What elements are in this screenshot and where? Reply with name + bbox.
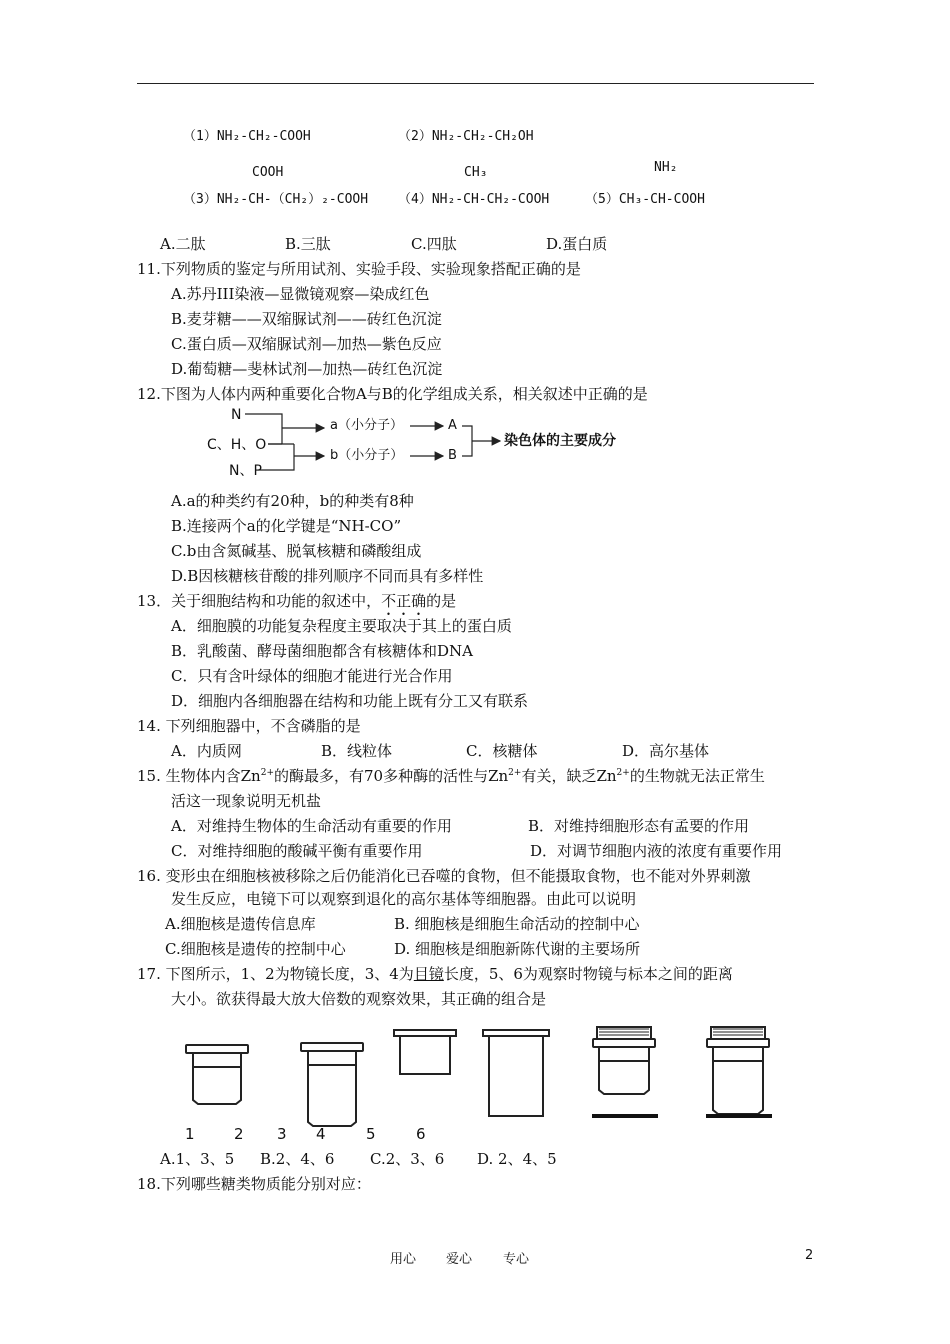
q17-text-a: 17. 下图所示，1、2为物镜长度，3、4为 [137,965,414,983]
q17-underlined: 目镜 [413,965,444,983]
zn-charge-1: 2+ [260,768,274,778]
q12-diagram-np: N、P [229,463,262,479]
q18-stem: 18.下列哪些糖类物质能分别对应： [137,1175,371,1193]
eyepiece-4 [483,1030,549,1116]
q13-option-b: B．乳酸菌、酵母菌细胞都含有核糖体和DNA [171,642,474,660]
q10-option-b: B.三肽 [285,235,331,253]
q15-option-d: D．对调节细胞内液的浓度有重要作用 [530,842,783,860]
q12-diagram-result: 染色体的主要成分 [504,433,616,449]
slide-line-5 [592,1114,658,1118]
q15-text-b: 的酶最多，有70多种酶的活性与Zn [274,767,509,785]
q17-line-2: 大小。欲获得最大放大倍数的观察效果，其正确的组合是 [171,990,547,1008]
q10-formula-1: （1）NH₂-CH₂-COOH [183,129,311,144]
q15-line-2: 活这一现象说明无机盐 [171,792,322,810]
q10-option-d: D.蛋白质 [546,235,608,253]
q14-option-d: D．高尔基体 [622,742,710,760]
q16-line-2: 发生反应，电镜下可以观察到退化的高尔基体等细胞器。由此可以说明 [171,890,637,908]
zn-charge-3: 2+ [616,768,630,778]
q10-formula-3-branch: COOH [252,165,284,180]
q10-option-c: C.四肽 [411,235,457,253]
lens-label-3: 3 [277,1125,287,1143]
q12-option-c: C.b由含氮碱基、脱氧核糖和磷酸组成 [171,542,422,560]
q16-option-b: B. 细胞核是细胞生命活动的控制中心 [394,915,640,933]
q10-formula-4: （4）NH₂-CH-CH₂-COOH [398,192,550,207]
q15-option-c: C．对维持细胞的酸碱平衡有重要作用 [171,842,423,860]
lens-label-2: 2 [234,1125,244,1143]
q13-stem-emphasis: 不正确 [381,592,427,610]
lens-label-5: 5 [366,1125,376,1143]
q15-text-d: 的生物就无法正常生 [629,767,765,785]
q15-text-a: 15. 生物体内含Zn [137,767,261,785]
q10-formula-4-branch: CH₃ [464,165,488,180]
q12-option-a: A.a的种类约有20种，b的种类有8种 [171,492,414,510]
q16-line-1: 16. 变形虫在细胞核被移除之后仍能消化已吞噬的食物，但不能摄取食物，也不能对外界刺激 [137,867,751,885]
q12-diagram-cho: C、H、O [207,437,267,453]
q11-option-a: A.苏丹III染液—显微镜观察—染成红色 [171,285,430,303]
q13-option-a: A．细胞膜的功能复杂程度主要取决于其上的蛋白质 [171,617,512,635]
q17-line-1 [137,964,733,984]
q11-option-d: D.葡萄糖—斐林试剂—加热—砖红色沉淀 [171,360,443,378]
q13-option-d: D．细胞内各细胞器在结构和功能上既有分工又有联系 [171,692,529,710]
q11-option-b: B.麦芽糖——双缩脲试剂——砖红色沉淀 [171,310,442,328]
slide-line-6 [706,1114,772,1118]
q11-option-c: C.蛋白质—双缩脲试剂—加热—紫色反应 [171,335,442,353]
q17-option-d: D. 2、4、5 [477,1150,557,1168]
q12-option-d: D.B因核糖核苷酸的排列顺序不同而具有多样性 [171,567,484,585]
q15-option-b: B．对维持细胞形态有孟要的作用 [528,817,750,835]
q15-line-1 [137,766,765,786]
q10-formula-5-branch: NH₂ [654,160,678,175]
q10-formula-5: （5）CH₃-CH-COOH [585,192,705,207]
objective-distance-6 [707,1027,769,1114]
q16-option-c: C.细胞核是遗传的控制中心 [165,940,346,958]
lens-label-6: 6 [416,1125,426,1143]
q14-option-b: B．线粒体 [321,742,393,760]
objective-distance-5 [593,1027,655,1094]
q13-stem [137,591,456,619]
zn-charge-2: 2+ [508,768,522,778]
q14-option-a: A．内质网 [171,742,242,760]
q12-diagram-n: N [231,407,242,423]
q10-formula-2: （2）NH₂-CH₂-CH₂OH [398,129,534,144]
q14-option-c: C．核糖体 [466,742,538,760]
q17-text-b: 长度，5、6为观察时物镜与标本之间的距离 [443,965,733,983]
q14-stem: 14. 下列细胞器中，不含磷脂的是 [137,717,361,735]
q17-option-c: C.2、3、6 [370,1150,445,1168]
objective-lens-2 [301,1043,363,1126]
q11-stem: 11.下列物质的鉴定与所用试剂、实验手段、实验现象搭配正确的是 [137,260,581,278]
footer-motto-3: 专心 [503,1252,530,1267]
q12-option-b: B.连接两个a的化学键是“NH-CO” [171,517,402,535]
q17-option-b: B.2、4、6 [260,1150,335,1168]
footer-motto-2: 爱心 [446,1252,473,1267]
q10-option-a: A.二肽 [160,235,206,253]
objective-lens-1 [186,1045,248,1104]
q16-option-a: A.细胞核是遗传信息库 [165,915,316,933]
q12-diagram-a: a（小分子） [330,418,403,433]
q13-stem-text: 13．关于细胞结构和功能的叙述中， [137,592,382,610]
lens-label-4: 4 [316,1125,326,1143]
q15-option-a: A．对维持生物体的生命活动有重要的作用 [171,817,452,835]
q12-diagram-B: B [448,448,457,463]
q16-option-d: D. 细胞核是细胞新陈代谢的主要场所 [394,940,641,958]
q15-text-c: 有关，缺乏Zn [521,767,617,785]
q12-stem: 12.下图为人体内两种重要化合物A与B的化学组成关系，相关叙述中正确的是 [137,385,648,403]
q13-stem-end: 的是 [426,592,457,610]
page-number: 2 [805,1248,814,1263]
q10-formula-3: （3）NH₂-CH-（CH₂）₂-COOH [183,192,369,207]
q12-diagram-A: A [448,418,457,433]
q12-diagram-b: b（小分子） [330,448,404,463]
eyepiece-3 [394,1030,456,1074]
lens-label-1: 1 [185,1125,195,1143]
q13-option-c: C．只有含叶绿体的细胞才能进行光合作用 [171,667,453,685]
footer-motto-1: 用心 [390,1252,417,1267]
q17-option-a: A.1、3、5 [160,1150,235,1168]
